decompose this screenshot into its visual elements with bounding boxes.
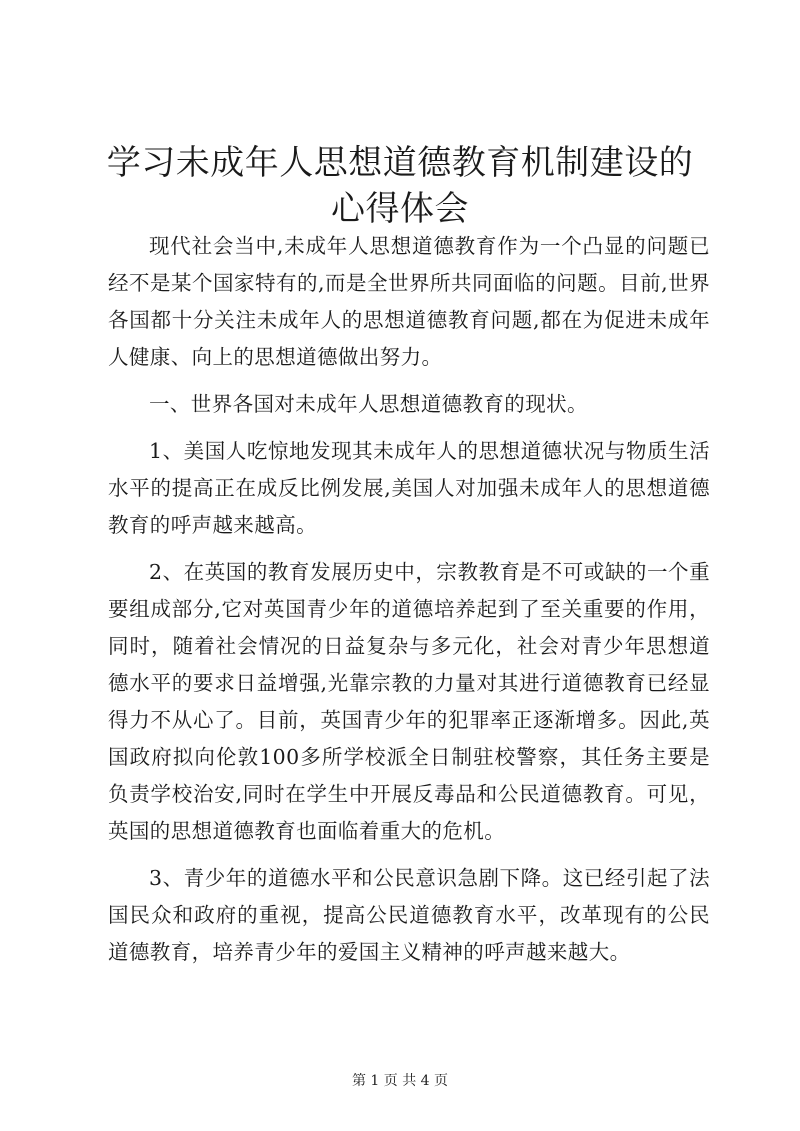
document-title: 学习未成年人思想道德教育机制建设的心得体会 [106,143,694,229]
paragraph-france: 3、青少年的道德水平和公民意识急剧下降。这已经引起了法国民众和政府的重视，提高公民道德教育水平，改革现有的公民道德教育，培养青少年的爱国主义精神的呼声越来越大。 [108,866,710,964]
paragraph-uk: 2、在英国的教育发展历史中，宗教教育是不可或缺的一个重要组成部分,它对英国青少年的道德培养起到了至关重要的作用，同时，随着社会情况的日益复杂与多元化，社会对青少年思想道德水平的要求日益增强,光靠宗教的力量对其进行道德教育已经显得力不从心了。目前，英国青少年的犯罪率正逐渐增多。因此,英国政府拟向伦敦100多所学校派全日制驻校警察，其任务主要是负责学校治安,同时在学生中开展反毒品和公民道德教育。可见，英国的思想道德教育也面临着重大的危机。 [108,560,710,843]
page-number: 第 1 页 共 4 页 [351,1073,449,1089]
document-body [108,228,710,981]
paragraph-section-heading: 一、世界各国对未成年人思想道德教育的现状。 [149,392,588,416]
paragraph-intro: 现代社会当中,未成年人思想道德教育作为一个凸显的问题已经不是某个国家特有的,而是全世界所共同面临的问题。目前,世界各国都十分关注未成年人的思想道德教育问题,都在为促进未成年人健康、向上的思想道德做出努力。 [108,234,710,369]
paragraph-usa: 1、美国人吃惊地发现其未成年人的思想道德状况与物质生活水平的提高正在成反比例发展,美国人对加强未成年人的思想道德教育的呼声越来越高。 [108,439,710,537]
